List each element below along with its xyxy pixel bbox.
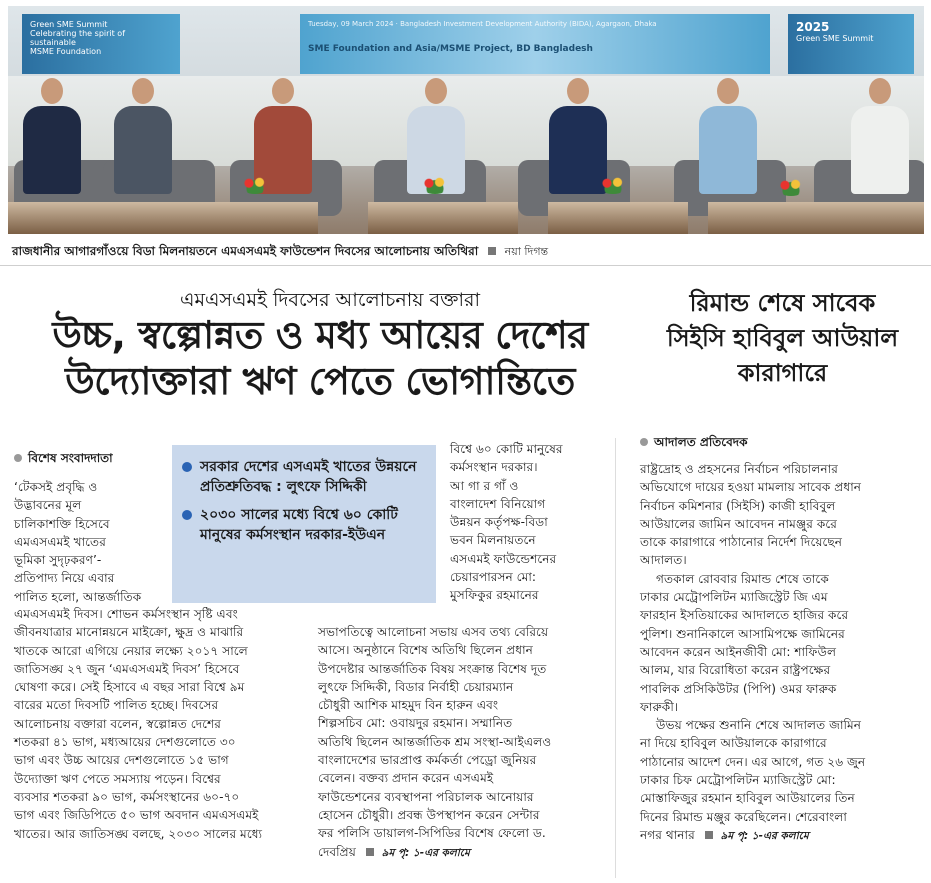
- article1-body-left: [14, 605, 310, 843]
- flower-vase: [420, 176, 450, 194]
- text-line: ‘টেকসই প্রবৃদ্ধি ও: [14, 480, 98, 494]
- low-table: [368, 202, 518, 234]
- text-line: শিল্পসচিব মো: ওবায়দুর রহমান। সম্মানিত: [318, 716, 513, 731]
- text-line: খাতের। আর জাতিসঙ্ঘ বলছে, ২০৩০ সালের মধ্যে: [14, 826, 263, 841]
- low-table: [8, 202, 318, 234]
- text-line: বিশ্বে ৬০ কোটি মানুষের: [450, 442, 563, 456]
- article1-column1: [14, 478, 164, 606]
- text-line-last: [318, 843, 610, 862]
- byline-text: বিশেষ সংবাদদাতা: [28, 451, 113, 465]
- last-line-text: নগর থানার: [640, 827, 695, 842]
- text-line: বেলেন। বক্তব্য প্রদান করেন এসএমই: [318, 771, 494, 786]
- text-line: বারের মতো দিবসটি পালিত হচ্ছে। দিবসের: [14, 698, 219, 713]
- text-line: ঘোষণা করে। সেই হিসাবে এ বছর সারা বিশ্বে ৯ম: [14, 680, 245, 695]
- continued-link[interactable]: ৯ম পৃ: ১-এর কলামে: [381, 846, 470, 859]
- text-line: উদ্যোক্তা ঋণ পেতে সমস্যায় পড়েন। বিশ্বের: [14, 771, 221, 786]
- headline-line: রিমান্ড শেষে সাবেক: [689, 289, 876, 317]
- text-line: আ গা র গাঁ ও: [450, 478, 519, 493]
- text-line: পুলিশ। শুনানিকালে আসামিপক্ষে জামিনের: [640, 626, 845, 641]
- text-line: উপদেষ্টার আন্তর্জাতিক বিষয় সংক্রান্ত বিশেষ দূত: [318, 661, 547, 676]
- text-line: শতকরা ৪১ ভাগ, মধ্যআয়ের দেশগুলোতে ৩০: [14, 735, 236, 750]
- low-table: [548, 202, 688, 234]
- text-line: ভাগ এবং জিডিপিতে ৫০ ভাগ অবদান এমএসএমই: [14, 808, 259, 823]
- text-line: মুসফিকুর রহমানের: [450, 588, 539, 603]
- highlight-text: সরকার দেশের এসএমই খাতের উন্নয়নে প্রতিশ্রুতিবদ্ধ : লুৎফে সিদ্দিকী: [200, 459, 417, 495]
- text-line: সভাপতিত্বে আলোচনা সভায় এসব তথ্য বেরিয়ে: [318, 625, 549, 639]
- text-line: আলোচনায় বক্তারা বলেন, স্বল্পোন্নত দেশের: [14, 716, 221, 731]
- text-line: চৌধুরী আশিক মাহমুদ বিন হারুন এবং: [318, 698, 499, 713]
- text-line: চালিকাশক্তি হিসেবে: [14, 516, 110, 531]
- text-line: হোসেন চৌধুরী। প্রবন্ধ উপস্থাপন করেন সেন্টার: [318, 807, 540, 822]
- flower-vase: [598, 176, 628, 194]
- highlight-item: [182, 505, 426, 545]
- caption-text: রাজধানীর আগারগাঁওয়ে বিডা মিলনায়তনে এমএসএমই ফাউন্ডেশন দিবসের আলোচনায় অতিথিরা: [12, 244, 479, 258]
- text-line: কর্মসংস্থান দরকার।: [450, 460, 538, 475]
- text-line: আলম, যার বিরোধিতা করেন রাষ্ট্রপক্ষের: [640, 663, 831, 678]
- headline-line: উচ্চ, স্বল্পোন্নত ও মধ্য আয়ের দেশের: [52, 313, 588, 357]
- text-line: পাঠানোর আদেশ দেন। এর আগে, গত ২৬ জুন: [640, 754, 866, 769]
- text-line: অভিযোগে দায়ের হওয়া মামলায় সাবেক প্রধান: [640, 480, 862, 495]
- text-line: আবেদন করেন আইনজীবী মো: শাফিউল: [640, 644, 837, 659]
- banner-center-main: SME Foundation and Asia/MSME Project, BD Bangladesh: [308, 44, 593, 54]
- guest-figure: [113, 78, 173, 198]
- text-line: ভাগ এবং উচ্চ আয়ের দেশগুলোতে ১৫ ভাগ: [14, 753, 229, 768]
- bullet-icon: [182, 510, 192, 520]
- text-line: বাংলাদেশের ভারপ্রাপ্ত কর্মকর্তা পেড্রো জুনিয়র: [318, 753, 537, 768]
- text-line: এমএসএমই দিবস। শোভন কর্মসংস্থান সৃষ্টি এবং: [14, 607, 238, 621]
- article2-byline: [640, 434, 748, 454]
- text-line: গতকাল রোববার রিমান্ড শেষে তাকে: [656, 571, 829, 586]
- guest-figure: [22, 78, 82, 198]
- text-line: ফারহান ইসতিয়াকের আদালতে হাজির করে: [640, 608, 849, 623]
- text-line: অতিথি ছিলেন আন্তর্জাতিক শ্রম সংস্থা-আইএলও: [318, 734, 552, 749]
- highlight-text: ২০৩০ সালের মধ্যে বিশ্বে ৬০ কোটি মানুষের কর্মসংস্থান দরকার-ইউএন: [200, 507, 398, 543]
- photo-banner-center: [300, 14, 770, 74]
- article2-body: [640, 460, 910, 845]
- article1-column3: [450, 440, 600, 605]
- text-line: উন্নয়ন কর্তৃপক্ষ-বিডা: [450, 515, 548, 530]
- low-table: [708, 202, 924, 234]
- article2-headline: [640, 286, 925, 391]
- text-line: না দিয়ে হাবিবুল আউয়ালকে কারাগারে: [640, 736, 827, 751]
- text-line: জীবনযাত্রার মানোন্নয়নে মাইক্রো, ক্ষুদ্র ও মাঝারি: [14, 625, 244, 640]
- article1-body-right: [318, 623, 610, 862]
- headline-line: কারাগারে: [737, 359, 828, 387]
- bullet-icon: [14, 454, 22, 462]
- text-line: এমএসএমই খাতের: [14, 534, 106, 549]
- article1-kicker: এমএসএমই দিবসের আলোচনায় বক্তারা: [180, 289, 480, 311]
- photo-banner-right: [788, 14, 914, 74]
- article1-byline: [14, 450, 113, 470]
- text-line: প্রতিপাদ্য নিয়ে এবার: [14, 571, 115, 586]
- banner-left-line: Green SME Summit: [30, 20, 108, 29]
- divider: [0, 265, 931, 266]
- square-bullet-icon: [488, 247, 496, 255]
- guest-figure: [850, 78, 910, 198]
- bullet-icon: [182, 462, 192, 472]
- text-line: ফাউন্ডেশনের ব্যবস্থাপনা পরিচালক আনোয়ার: [318, 789, 534, 804]
- text-line: পালিত হলো, আন্তর্জাতিক: [14, 589, 142, 604]
- article1-headline: [10, 312, 630, 404]
- text-line: উভয় পক্ষের শুনানি শেষে আদালত জামিন: [656, 718, 862, 733]
- banner-right-line: 2025: [796, 20, 830, 34]
- highlight-item: [182, 457, 426, 497]
- last-line-text: দেবপ্রিয়: [318, 844, 356, 859]
- photo-credit: নয়া দিগন্ত: [504, 245, 549, 258]
- text-line: এসএমই ফাউন্ডেশনের: [450, 551, 557, 566]
- text-line: নির্বাচন কমিশনার (সিইসি) কাজী হাবিবুল: [640, 498, 836, 513]
- headline-line: সিইসি হাবিবুল আউয়াল: [666, 324, 899, 352]
- text-line: ফর পলিসি ডায়ালগ-সিপিডির বিশেষ ফেলো ড.: [318, 826, 546, 841]
- text-line: মোস্তাফিজুর রহমান হাবিবুল আউয়ালের তিন: [640, 791, 855, 806]
- flower-vase: [240, 176, 270, 194]
- text-line: বাংলাদেশ বিনিয়োগ: [450, 496, 546, 511]
- text-line: ফারুকী।: [640, 699, 679, 714]
- text-line: চেয়ারপারসন মো:: [450, 570, 537, 585]
- event-photo: [8, 6, 924, 234]
- byline-text: আদালত প্রতিবেদক: [654, 435, 748, 449]
- text-line: খাতকে আরো এগিয়ে নেয়ার লক্ষ্যে ২০১৭ সালে: [14, 643, 248, 658]
- flower-vase: [776, 178, 806, 196]
- text-line: জাতিসঙ্ঘ ২৭ জুন ‘এমএসএমই দিবস’ হিসেবে: [14, 661, 240, 676]
- text-line: ব্যবসার শতকরা ৯০ ভাগ, কর্মসংস্থানের ৬০-৭০: [14, 789, 240, 804]
- text-line: ভূমিকা সুদৃঢ়করণ’-: [14, 553, 102, 568]
- text-line: ঢাকার মেট্রোপলিটন ম্যাজিস্ট্রেট জি এম: [640, 590, 828, 605]
- photo-caption: [12, 243, 548, 263]
- text-line: উদ্ভাবনের মূল: [14, 498, 82, 513]
- highlight-box: [172, 445, 436, 603]
- text-line: পাবলিক প্রসিকিউটর (পিপি) ওমর ফারুক: [640, 681, 837, 696]
- square-bullet-icon: [366, 848, 374, 856]
- text-line: রাষ্ট্রদ্রোহ ও প্রহসনের নির্বাচন পরিচালনার: [640, 462, 838, 476]
- headline-line: উদ্যোক্তারা ঋণ পেতে ভোগান্তিতে: [65, 359, 575, 403]
- guest-figure: [698, 78, 758, 198]
- photo-banner-left: [22, 14, 180, 74]
- column-rule: [615, 438, 616, 878]
- banner-left-line: Celebrating the spirit of sustainable: [30, 29, 126, 47]
- continued-link[interactable]: ৯ম পৃ: ১-এর কলামে: [720, 829, 809, 842]
- text-line: ঢাকার চিফ মেট্রোপলিটন ম্যাজিস্ট্রেট মো:: [640, 773, 836, 788]
- banner-left-line: MSME Foundation: [30, 47, 102, 56]
- text-line-last: [640, 826, 910, 845]
- text-line: দিনের রিমান্ড মঞ্জুর করেছিলেন। শেরেবাংলা: [640, 809, 847, 824]
- text-line: আদালত।: [640, 553, 687, 568]
- square-bullet-icon: [705, 831, 713, 839]
- banner-center-top: Tuesday, 09 March 2024 · Bangladesh Investment Development Authority (BIDA), Agargaon, Dhaka: [308, 20, 657, 28]
- text-line: তাকে কারাগারে পাঠানোর নির্দেশ দিয়েছেন: [640, 535, 843, 550]
- banner-right-line: Green SME Summit: [796, 34, 874, 43]
- text-line: আসে। অনুষ্ঠানে বিশেষ অতিথি ছিলেন প্রধান: [318, 643, 533, 658]
- bullet-icon: [640, 438, 648, 446]
- text-line: লুৎফে সিদ্দিকী, বিডার নির্বাহী চেয়ারম্যান: [318, 679, 514, 694]
- text-line: আউয়ালের জামিন আবেদন নামঞ্জুর করে: [640, 516, 837, 531]
- text-line: ভবন মিলনায়তনে: [450, 533, 536, 548]
